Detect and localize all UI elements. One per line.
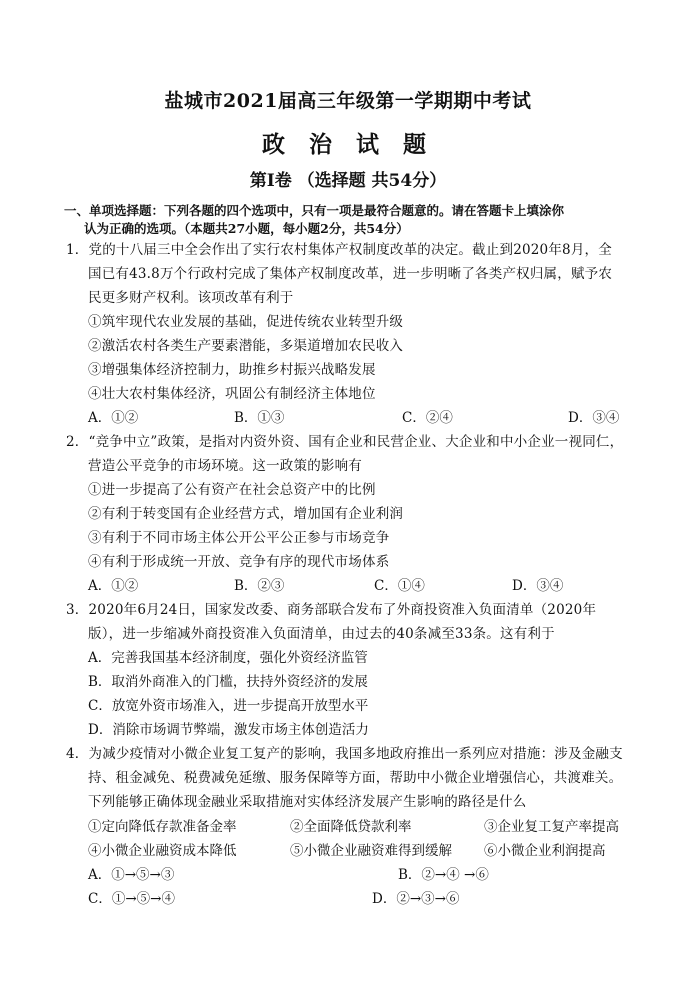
statement-item: ③企业复工复产率提高 bbox=[484, 819, 619, 835]
question-stem-line: 民更多财产权利。该项改革有利于 bbox=[88, 290, 294, 306]
statement-item: ③增强集体经济控制力，助推乡村振兴战略发展 bbox=[88, 362, 376, 378]
answer-choice-b: B．②→④ →⑥ bbox=[398, 867, 489, 883]
answer-choice-c: C．①→⑤→④ bbox=[88, 891, 175, 907]
statement-item: ②激活农村各类生产要素潜能，多渠道增加农民收入 bbox=[88, 338, 404, 354]
statement-item: ①筑牢现代农业发展的基础，促进传统农业转型升级 bbox=[88, 314, 404, 330]
answer-choice-b: B．取消外商准入的门槛，扶持外资经济的发展 bbox=[88, 674, 368, 690]
question-stem-line: 2．“竞争中立”政策，是指对内资外资、国有企业和民营企业、大企业和中小企业一视同仁， bbox=[66, 434, 624, 450]
answer-choice-c: C．②④ bbox=[402, 410, 453, 426]
section-instruction-line2: 认为正确的选项。（本题共27小题，每小题2分，共54分） bbox=[84, 221, 409, 236]
answer-choice-d: D．③④ bbox=[512, 578, 564, 594]
statement-item: ③有利于不同市场主体公开公平公正参与市场竞争 bbox=[88, 530, 390, 546]
question-stem-line: 国已有43.8万个行政村完成了集体产权制度改革，进一步明晰了各类产权归属，赋予农 bbox=[88, 266, 613, 282]
statement-item: ①进一步提高了公有资产在社会总资产中的比例 bbox=[88, 482, 376, 498]
answer-choice-a: A．①② bbox=[88, 410, 139, 426]
part-title: 第Ⅰ卷 （选择题 共54分） bbox=[249, 171, 447, 191]
question-stem-line: 4．为减少疫情对小微企业复工复产的影响，我国多地政府推出一系列应对措施：涉及金融支 bbox=[66, 746, 623, 762]
answer-choice-a: A．完善我国基本经济制度，强化外资经济监管 bbox=[88, 650, 368, 666]
answer-choice-d: D．③④ bbox=[568, 410, 620, 426]
statement-item: ⑥小微企业利润提高 bbox=[484, 843, 606, 859]
answer-choice-a: A．①② bbox=[88, 578, 139, 594]
statement-item: ④小微企业融资成本降低 bbox=[88, 843, 237, 859]
statement-item: ②有利于转变国有企业经营方式，增加国有企业利润 bbox=[88, 506, 404, 522]
answer-choice-c: C．放宽外资市场准入，进一步提高开放型水平 bbox=[88, 698, 369, 714]
question-stem-line: 营造公平竞争的市场环境。这一政策的影响有 bbox=[88, 458, 362, 474]
question-stem-line: 下列能够正确体现金融业采取措施对实体经济发展产生影响的路径是什么 bbox=[88, 794, 527, 810]
subject-title: 政 治 试 题 bbox=[261, 131, 435, 158]
answer-choice-d: D．消除市场调节弊端，激发市场主体创造活力 bbox=[88, 722, 369, 738]
answer-choice-a: A．①→⑤→③ bbox=[88, 867, 175, 883]
question-stem-line: 版），进一步缩减外商投资准入负面清单，由过去的40条减至33条。这有利于 bbox=[88, 626, 555, 642]
statement-item: ④壮大农村集体经济，巩固公有制经济主体地位 bbox=[88, 386, 376, 402]
section-instruction-line1: 一、单项选择题：下列各题的四个选项中，只有一项是最符合题意的。请在答题卡上填涂你 bbox=[64, 203, 565, 218]
statement-item: ④有利于形成统一开放、竞争有序的现代市场体系 bbox=[88, 554, 390, 570]
answer-choice-b: B．②③ bbox=[234, 578, 285, 594]
statement-item: ⑤小微企业融资难得到缓解 bbox=[290, 843, 452, 859]
question-stem-line: 3．2020年6月24日，国家发改委、商务部联合发布了外商投资准入负面清单（2020年 bbox=[66, 602, 597, 618]
answer-choice-b: B．①③ bbox=[234, 410, 285, 426]
exam-title: 盐城市2021届高三年级第一学期期中考试 bbox=[164, 90, 532, 112]
question-stem-line: 1．党的十八届三中全会作出了实行农村集体产权制度改革的决定。截止到2020年8月，全 bbox=[66, 242, 612, 258]
answer-choice-d: D．②→③→⑥ bbox=[372, 891, 460, 907]
question-stem-line: 持、租金减免、税费减免延缴、服务保障等方面，帮助中小微企业增强信心，共渡难关。 bbox=[88, 770, 623, 786]
answer-choice-c: C．①④ bbox=[374, 578, 425, 594]
statement-item: ①定向降低存款准备金率 bbox=[88, 819, 237, 835]
statement-item: ②全面降低贷款利率 bbox=[290, 819, 412, 835]
